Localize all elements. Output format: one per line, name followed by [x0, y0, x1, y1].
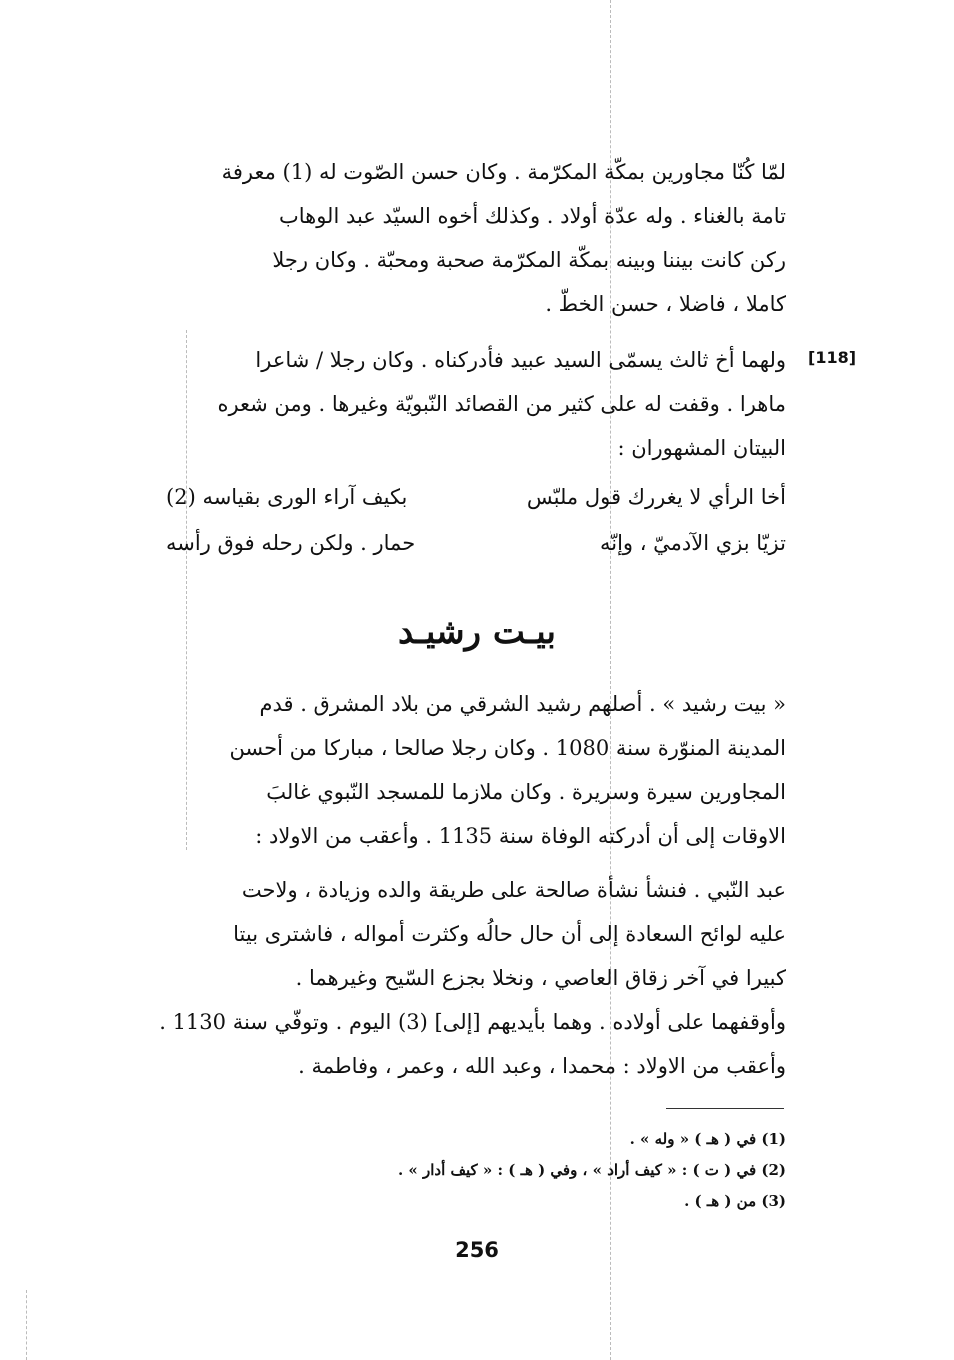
- footnote-divider: [666, 1108, 784, 1109]
- paragraph-1-line: تامة بالغناء . وله عدّة أولاد . وكذلك أخوه السيّد عبد الوهاب: [278, 204, 786, 228]
- paragraph-4-line: عليه لوائح السعادة إلى أن حال حالُه وكثرت أمواله ، فاشترى بيتا: [233, 922, 786, 946]
- paragraph-3-line: المدينة المنوّرة سنة 1080 . وكان رجلا صالحا ، مباركا من أحسن: [229, 736, 786, 760]
- paragraph-3-line: الاوقات إلى أن أدركته الوفاة سنة 1135 . وأعقب من الاولاد :: [255, 824, 786, 848]
- paragraph-4: [159, 868, 786, 1088]
- section-marker: [118]: [808, 348, 857, 367]
- verse-hemistich-first: تزيّا بزي الآدميّ ، وإنّه: [599, 531, 786, 555]
- paragraph-2-line: ولهما أخ ثالث يسمّى السيد عبيد فأدركناه . وكان رجلا / شاعرا: [255, 348, 786, 372]
- verse-hemistich-second: بكيف آراء الورى بقياسه (2): [166, 485, 408, 509]
- verse-hemistich-second: حمار . ولكن رحله فوق رأسه: [166, 531, 416, 555]
- paragraph-4-line: كبيرا في آخر زقاق العاصي ، ونخلا بجزع السّيح وغيرهما .: [295, 966, 786, 990]
- paragraph-3-line: المجاورين سيرة وسريرة . وكان ملازما للمسجد النّبوي غالبَ: [266, 780, 786, 804]
- fold-line-edge: [26, 1290, 27, 1360]
- paragraph-1: [166, 150, 786, 326]
- verse-hemistich-first: أخا الرأي لا يغررك قول ملبّس: [526, 485, 786, 509]
- paragraph-4-line: وأوقفهما على أولاده . وهما بأيديهم [إلى] (3) اليوم . وتوفّي سنة 1130 .: [159, 1010, 786, 1034]
- paragraph-1-line: ركن كانت بيننا وبينه بمكّة المكرّمة صحبة ومحبّة . وكان رجلا: [272, 248, 786, 272]
- paragraph-4-line: وأعقب من الاولاد : محمدا ، وعبد الله ، وعمر ، وفاطمة .: [298, 1054, 786, 1078]
- footnotes: [166, 1124, 786, 1217]
- paragraph-2-line: ماهرا . وقفت له على كثير من القصائد النّبويّة وغيرها . ومن شعره: [217, 392, 786, 416]
- page-number: 256: [455, 1238, 499, 1262]
- section-heading: بيـت رشيـد: [398, 612, 556, 652]
- paragraph-4-line: عبد النّبي . فنشأ نشأة صالحة على طريقة والده وزيادة ، ولاحت: [241, 878, 786, 902]
- paragraph-3-line: « بيت رشيد » . أصلهم رشيد الشرقي من بلاد المشرق . قدم: [259, 692, 786, 716]
- paragraph-1-line: لمّا كُنّا مجاورين بمكّة المكرّمة . وكان حسن الصّوت له (1) معرفة: [221, 160, 786, 184]
- paragraph-3: [166, 682, 786, 858]
- paragraph-1-line: كاملا ، فاضلا ، حسن الخطّ .: [545, 292, 786, 316]
- footnote: (3) من ( هـ ) .: [684, 1192, 786, 1210]
- footnote: (2) في ( ت ) : « كيف أراد » ، وفي ( هـ ) : « كيف أدار » .: [397, 1161, 786, 1179]
- verse-row: [166, 474, 786, 520]
- verse-row: [166, 520, 786, 566]
- paragraph-2: [166, 338, 786, 470]
- poem-verses: [166, 474, 786, 566]
- footnote: (1) في ( هـ ) « وله » .: [629, 1130, 786, 1148]
- paragraph-2-line: البيتان المشهوران :: [617, 436, 786, 460]
